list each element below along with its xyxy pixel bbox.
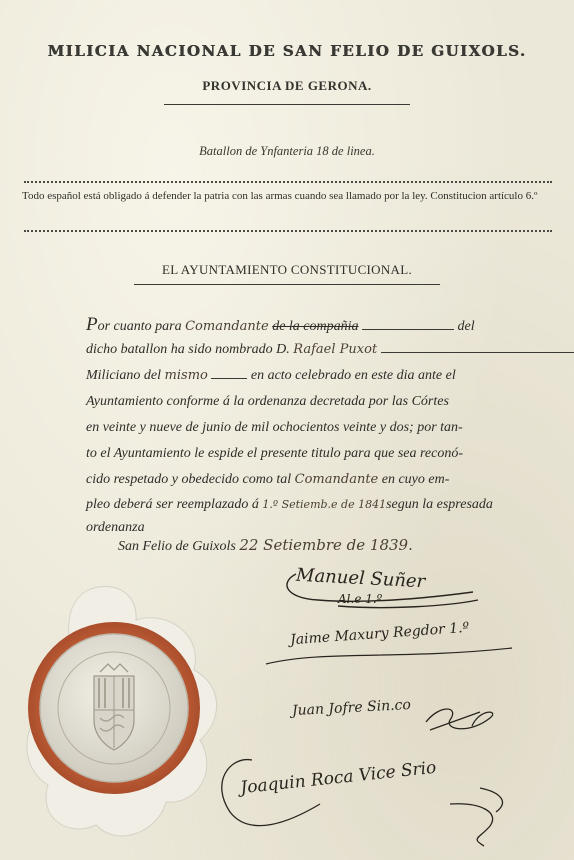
body-line-7 <box>86 472 546 488</box>
issuer-underline <box>134 284 440 285</box>
signature-flourish <box>200 742 530 852</box>
body-text: or cuanto para <box>97 319 186 334</box>
body-line-9: ordenanza <box>86 520 145 535</box>
body-line-3 <box>86 368 546 384</box>
header-divider <box>164 104 410 105</box>
handwritten-word: mismo <box>164 368 208 383</box>
body-text: en acto celebrado en este dia ante el <box>250 368 456 383</box>
batallon-line: Batallon de Ynfanteria 18 de linea. <box>199 144 375 158</box>
signature-vice-secretary: Joaquin Roca Vice Srio <box>239 757 438 799</box>
blank-line <box>211 368 247 379</box>
signature-flourish <box>262 640 522 670</box>
constitution-notice: Todo español está obligado á defender la patria con las armas cuando sea llamado por la ley. Constitucion artículo 6.º <box>22 190 538 202</box>
blank-line <box>381 342 574 353</box>
body-text: del <box>457 319 475 334</box>
wax-seal <box>18 580 230 850</box>
handwritten-date: 1.º Setiemb.e de 1841 <box>262 498 387 511</box>
signature-mayor-title: Al.e 1.º <box>338 592 383 606</box>
body-line-6: to el Ayuntamiento le espide el presente titulo para que sea reconó- <box>86 446 464 461</box>
body-text: en cuyo em- <box>381 472 450 487</box>
body-text: pleo deberá ser reemplazado á <box>86 497 259 512</box>
issuer-heading: EL AYUNTAMIENTO CONSTITUCIONAL. <box>161 262 413 277</box>
dotted-rule-bottom <box>24 230 552 232</box>
province-subtitle: PROVINCIA DE GERONA. <box>202 78 372 93</box>
body-line-4: Ayuntamiento conforme á la ordenanza decretada por las Córtes <box>86 394 449 409</box>
handwritten-rank: Comandante <box>185 319 269 334</box>
body-line-2 <box>86 342 546 358</box>
body-line-8 <box>86 497 546 513</box>
body-line-1 <box>86 314 546 336</box>
handwritten-name: Rafael Puxot <box>293 342 378 357</box>
signature-flourish <box>420 700 510 740</box>
body-line-5: en veinte y nueve de junio de mil ochocientos veinte y dos; por tan- <box>86 420 463 435</box>
place-name: San Felio de Guixols <box>118 539 236 554</box>
signature-flourish <box>278 562 488 612</box>
body-text: Miliciano del <box>86 368 162 383</box>
document-title: MILICIA NACIONAL DE SAN FELIO DE GUIXOLS. <box>47 42 527 60</box>
drop-cap: P <box>86 314 98 335</box>
handwritten-rank: Comandante <box>294 472 379 487</box>
signature-regidor: Jaime Maxury Regdor 1.º <box>289 619 470 649</box>
struck-text: de la compañia <box>272 319 359 334</box>
body-text: dicho batallon ha sido nombrado D. <box>86 342 290 357</box>
signature-sindico: Juan Jofre Sin.co <box>291 696 412 720</box>
blank-line <box>362 319 454 330</box>
signature-mayor: Manuel Suñer <box>295 564 426 593</box>
body-text: cido respetado y obedecido como tal <box>86 472 292 487</box>
date-line <box>118 536 413 555</box>
dotted-rule-top <box>24 181 552 183</box>
handwritten-date: 22 Setiembre de 1839. <box>239 536 413 554</box>
body-text: segun la espresada <box>386 497 493 512</box>
